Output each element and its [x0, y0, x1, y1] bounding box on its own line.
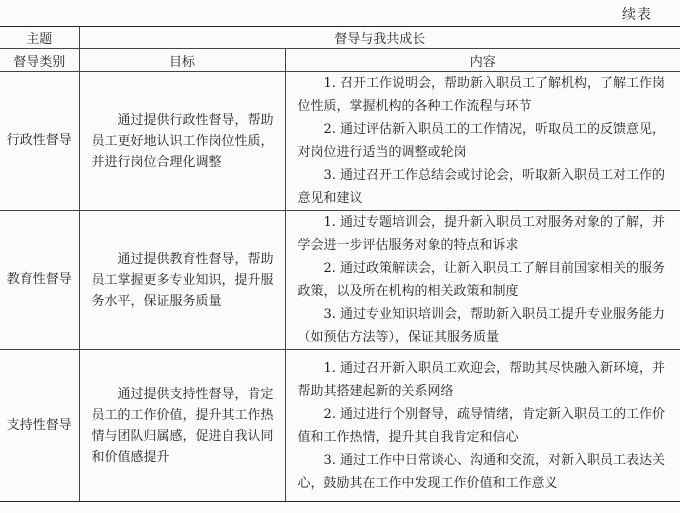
header-content: 内容	[285, 49, 680, 72]
content-cell	[285, 72, 680, 211]
header-goal: 目标	[79, 49, 285, 72]
header-row	[0, 49, 680, 72]
content-item: 3. 通过工作中日常谈心、沟通和交流，对新入职员工表达关心，鼓励其在工作中发现工作价值和工作意义	[297, 452, 666, 491]
content-item: 1. 召开工作说明会，帮助新入职员工了解机构，了解工作岗位性质，掌握机构的各种工作流程与环节	[297, 76, 666, 114]
header-category: 督导类别	[0, 49, 79, 72]
goal-cell: 通过提供行政性督导，帮助员工更好地认识工作岗位性质，并进行岗位合理化调整	[79, 72, 285, 211]
content-item: 2. 通过政策解读会，让新入职员工了解目前国家相关的服务政策，以及所在机构的相关政策和制度	[297, 261, 666, 299]
content-item: 2. 通过进行个别督导，疏导情绪，肯定新入职员工的工作价值和工作热情，提升其自我肯定和信心	[297, 406, 666, 445]
content-cell	[285, 350, 680, 502]
theme-value-cell: 督导与我共成长	[79, 27, 680, 49]
theme-row	[0, 27, 680, 49]
theme-label-cell: 主题	[0, 27, 79, 49]
category-cell: 教育性督导	[0, 211, 79, 350]
content-cell	[285, 211, 680, 350]
content-item: 1. 通过召开新入职员工欢迎会，帮助其尽快融入新环境，并帮助其搭建起新的关系网络	[297, 360, 666, 399]
content-item: 3. 通过专业知识培训会，帮助新入职员工提升专业服务能力（如预估方法等），保证其服务质量	[297, 307, 666, 345]
supervision-table	[0, 26, 680, 502]
goal-cell: 通过提供教育性督导，帮助员工掌握更多专业知识，提升服务水平，保证服务质量	[79, 211, 285, 350]
table-row	[0, 72, 680, 211]
content-item: 1. 通过专题培训会，提升新入职员工对服务对象的了解，并学会进一步评估服务对象的特点和诉求	[297, 215, 666, 253]
table-row	[0, 211, 680, 350]
category-cell: 支持性督导	[0, 350, 79, 502]
goal-cell: 通过提供支持性督导，肯定员工的工作价值，提升其工作热情与团队归属感，促进自我认同和价值感提升	[79, 350, 285, 502]
category-cell: 行政性督导	[0, 72, 79, 211]
content-item: 2. 通过评估新入职员工的工作情况，听取员工的反馈意见，对岗位进行适当的调整或轮岗	[297, 122, 666, 160]
content-item: 3. 通过召开工作总结会或讨论会，听取新入职员工对工作的意见和建议	[297, 168, 666, 206]
continued-label: 续表	[622, 7, 652, 23]
table-row	[0, 350, 680, 502]
